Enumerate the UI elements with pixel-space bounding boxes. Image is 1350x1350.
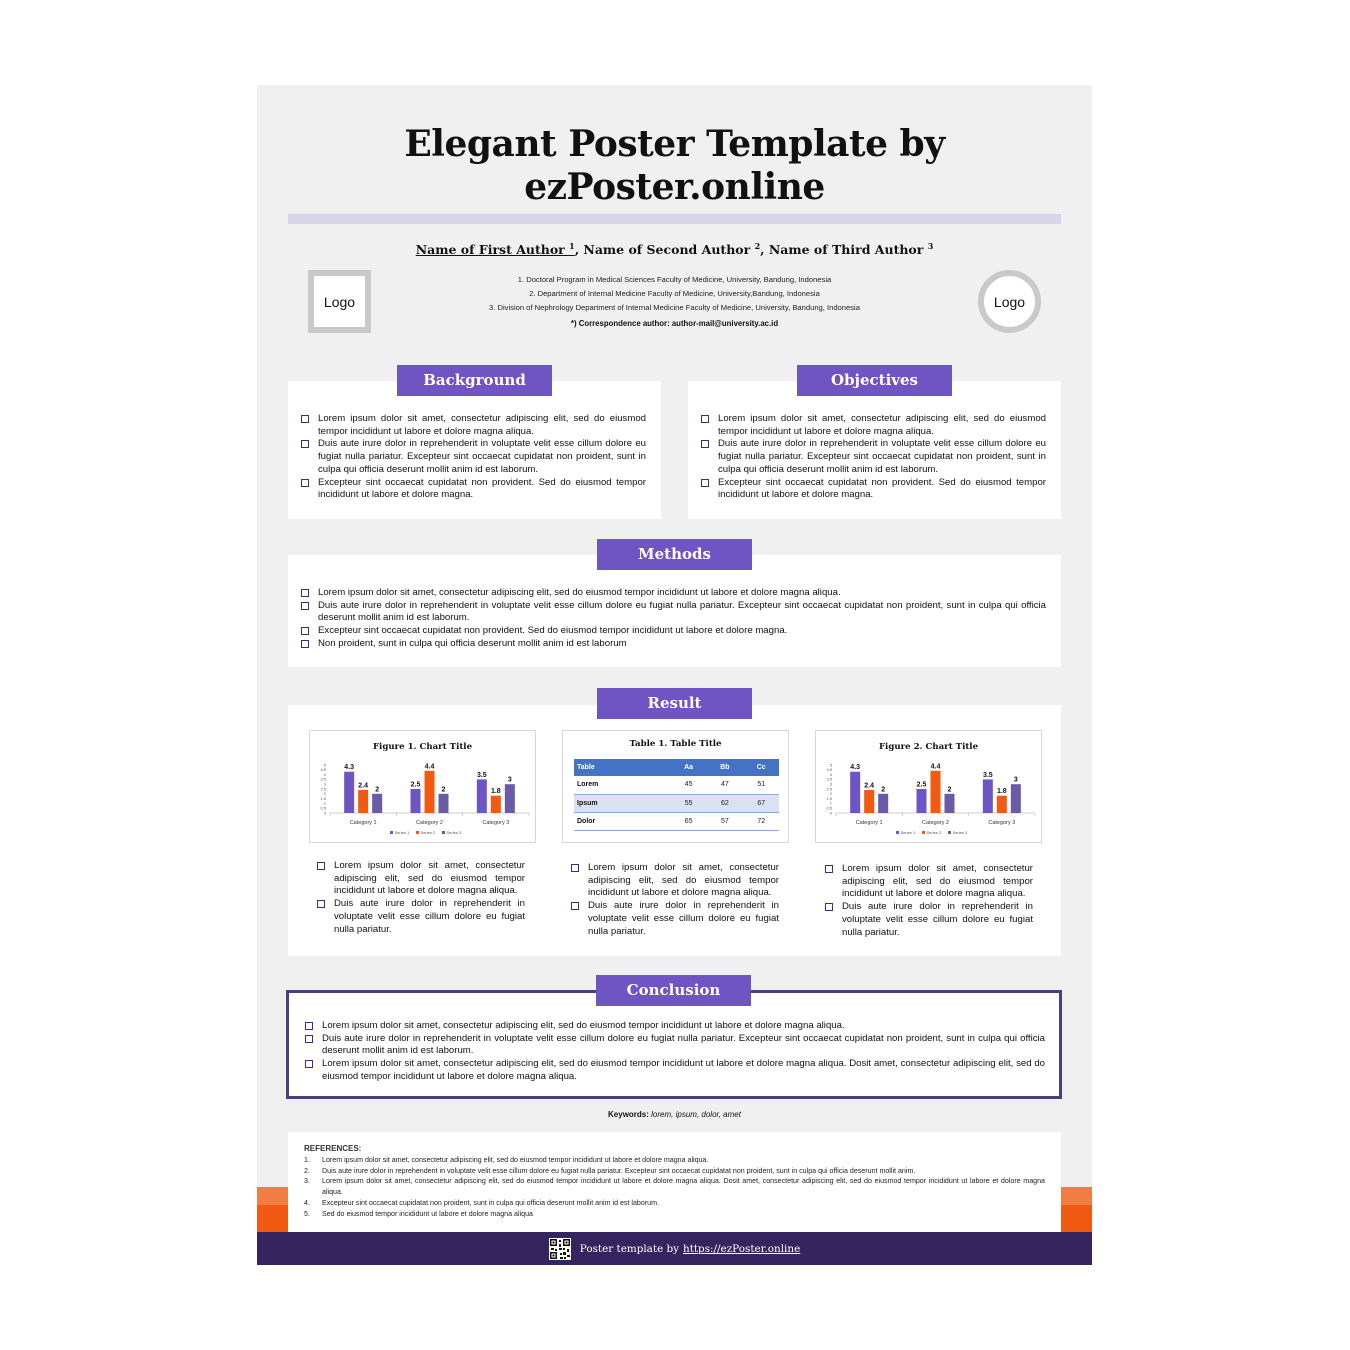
y-tick-label: 0.5 [826,805,832,811]
reference-item: 2. Duis aute irure dolor in reprehenderit in voluptate velit esse cillum dolore eu fugiat nulla pariatur. Excepteur sint occaecat cupidatat non proident, sunt in culpa qui officia deserunt mollit anim. [304,1166,916,1175]
logo-left: Logo [308,270,371,333]
x-tick-label: Category 3 [482,820,510,826]
references-list [304,1155,1045,1219]
references-box [288,1132,1061,1232]
table-cell: 67 [743,794,779,812]
background-header: Background [397,365,552,396]
reference-item: 3. Lorem ipsum dolor sit amet, consectetur adipiscing elit, sed do eiusmod tempor incididunt ut labore et dolore magna aliqua. Dosit amet, consectetur adipiscing elit, sed do eiusmod tempor incididunt ut labore et dolore magna aliqua. [304,1177,1045,1197]
data-label: 1.8 [490,788,501,796]
legend-label: Series 1 [900,830,916,835]
table-cell: 55 [671,794,707,812]
table-cell: 65 [671,812,707,830]
list-item: Duis aute irure dolor in reprehenderit in voluptate velit esse cillum dolore eu fugiat nulla pariatur. Excepteur sint occaecat cupidatat non proident, sunt in culpa qui officia deserunt mollit anim id est laborum. [700,438,1046,476]
third-author: , Name of Third Author [760,242,928,258]
list-item: Excepteur sint occaecat cupidatat non provident. Sed do eiusmod tempor incididunt ut labore et dolore magna. [300,625,1046,638]
affiliation-1: 1. Doctoral Program in Medical Sciences Faculty of Medicine, University, Bandung, Indonesia [517,275,832,284]
data-label: 3 [1013,776,1018,784]
x-tick-label: Category 1 [349,820,377,826]
x-tick-label: Category 2 [416,820,443,826]
bar [344,772,354,813]
figure-1-panel [309,730,536,843]
bar [1011,784,1021,813]
list-item: Lorem ipsum dolor sit amet, consectetur adipiscing elit, sed do eiusmod tempor incididunt ut labore et dolore magna aliqua. [304,1020,1045,1033]
legend-label: Series 3 [446,830,462,835]
y-tick-label: 2 [323,791,326,797]
list-item: Lorem ipsum dolor sit amet, consectetur adipiscing elit, sed do eiusmod tempor incididunt ut labore et dolore magna aliqua. [300,587,1046,600]
y-tick-label: 0 [323,810,326,816]
affiliation-3: 3. Division of Nephrology Department of Internal Medicine Faculty of Medicine, University, Bandung, Indonesia [489,303,860,312]
bar [439,794,449,813]
list-item: Duis aute irure dolor in reprehenderit in voluptate velit esse cillum dolore eu fugiat nulla pariatur. [824,901,1033,939]
x-tick-label: Category 1 [855,820,883,826]
table-cell: 51 [743,776,779,794]
table-header-cell: Cc [743,759,779,776]
list-item: Lorem ipsum dolor sit amet, consectetur adipiscing elit, sed do eiusmod tempor incididunt ut labore et dolore magna aliqua. [700,413,1046,438]
title-divider [288,214,1061,224]
legend-label: Series 2 [420,830,436,835]
legend-label: Series 1 [394,830,410,835]
result-table [574,759,779,831]
title-line-1: Elegant Poster Template by [404,123,945,165]
y-tick-label: 2 [829,791,832,797]
bar [477,779,487,813]
data-label: 4.4 [930,763,941,771]
author-line: Name of First Author $^1$, Name of Second Author $^2$, Name of Third Author $^3$ [415,241,934,258]
data-label: 2 [947,786,952,794]
list-item: Duis aute irure dolor in reprehenderit in voluptate velit esse cillum dolore eu fugiat nulla pariatur. Excepteur sint occaecat cupidatat non proident, sunt in culpa qui officia deserunt mollit anim id est laborum. [300,600,1046,625]
keywords-value: lorem, ipsum, dolor, amet [651,1110,741,1119]
y-tick-label: 3.5 [826,776,832,782]
table-cell: 45 [671,776,707,794]
keywords [257,1110,1092,1119]
poster-title [257,123,1092,209]
bar [864,790,874,813]
y-tick-label: 5 [829,762,832,768]
list-item: Duis aute irure dolor in reprehenderit in voluptate velit esse cillum dolore eu fugiat nulla pariatur. Excepteur sint occaecat cupidatat non proident, sunt in culpa qui officia deserunt mollit anim id est laborum. [300,438,646,476]
bar [878,794,888,813]
result-header: Result [597,688,752,719]
list-item: Duis aute irure dolor in reprehenderit in voluptate velit esse cillum dolore eu fugiat nulla pariatur. [570,900,779,938]
affiliation-2: 2. Department of Internal Medicine Faculty of Medicine, University,Bandung, Indonesia [529,289,820,298]
keywords-label: Keywords: [608,1110,649,1119]
reference-item: 1. Lorem ipsum dolor sit amet, consectetur adipiscing elit, sed do eiusmod tempor incididunt ut labore et dolore magna aliqua. [304,1156,709,1164]
bar [850,772,860,813]
table-1-title: Table 1. Table Title [629,739,722,749]
data-label: 2.5 [410,781,421,789]
y-tick-label: 1.5 [826,795,832,801]
table-cell: Lorem [574,776,671,794]
bar [372,794,382,813]
table-row [574,812,779,830]
list-item: Excepteur sint occaecat cupidatat non provident. Sed do eiusmod tempor incididunt ut labore et dolore magna. [700,477,1046,502]
list-item: Duis aute irure dolor in reprehenderit in voluptate velit esse cillum dolore eu fugiat nulla pariatur. Excepteur sint occaecat cupidatat non proident, sunt in culpa qui officia deserunt mollit anim id est laborum. [304,1033,1045,1058]
reference-item: 4. Excepteur sint occaecat cupidatat non proident, sunt in culpa qui officia deserunt mollit anim id est laborum. [304,1198,660,1207]
footer-text: Poster template by [579,1242,680,1255]
objectives-header: Objectives [797,365,952,396]
data-label: 2 [375,786,380,794]
data-label: 4.4 [424,763,435,771]
y-tick-label: 4 [323,771,326,777]
list-item: Lorem ipsum dolor sit amet, consectetur adipiscing elit, sed do eiusmod tempor incididunt ut labore et dolore magna aliqua. [316,860,525,898]
bar [983,779,993,813]
table-cell: Dolor [574,812,671,830]
data-label: 2.5 [916,781,927,789]
data-label: 2.4 [864,782,875,790]
table-header-cell: Bb [706,759,743,776]
table-cell: 57 [706,812,743,830]
footer-link[interactable]: https://ezPoster.online [683,1242,801,1255]
legend-swatch [416,831,419,834]
y-tick-label: 4.5 [320,767,326,773]
y-tick-label: 3.5 [320,776,326,782]
legend-swatch [390,831,393,834]
bar [425,771,435,813]
legend-swatch [896,831,899,834]
title-line-2: ezPoster.online [524,166,825,208]
bar [491,796,501,813]
figure-1-title: Figure 1. Chart Title [372,742,473,752]
data-label: 3.5 [476,771,487,779]
x-tick-label: Category 2 [922,820,949,826]
list-item: Excepteur sint occaecat cupidatat non provident. Sed do eiusmod tempor incididunt ut labore et dolore magna. [300,477,646,502]
figure-2-title: Figure 2. Chart Title [878,742,979,752]
y-tick-label: 3 [323,781,326,787]
bar [945,794,955,813]
references-title: REFERENCES: [304,1144,362,1153]
table-1-panel [562,730,789,843]
data-label: 4.3 [344,764,355,772]
legend-label: Series 3 [952,830,968,835]
conclusion-list [304,1020,1045,1084]
data-label: 4.3 [850,764,861,772]
result-list-1 [316,860,525,936]
methods-box [288,555,1061,667]
bar [505,784,515,813]
list-item: Duis aute irure dolor in reprehenderit in voluptate velit esse cillum dolore eu fugiat nulla pariatur. [316,898,525,936]
list-item: Non proident, sunt in culpa qui officia deserunt mollit anim id est laborum [300,638,1046,651]
conclusion-header: Conclusion [596,975,751,1006]
result-list-2 [570,862,779,938]
data-label: 2 [881,786,886,794]
qr-code-icon [549,1238,571,1260]
x-tick-label: Category 3 [988,820,1016,826]
background-box [288,381,661,519]
y-tick-label: 4 [829,771,832,777]
methods-list [300,587,1046,651]
data-label: 2.4 [358,782,369,790]
data-label: 1.8 [996,788,1007,796]
poster [257,85,1092,1265]
bar [931,771,941,813]
table-header-cell: Aa [671,759,707,776]
figure-1-chart [310,753,537,843]
table-row [574,776,779,794]
y-tick-label: 2.5 [826,786,832,792]
result-list-3 [824,863,1033,939]
bar [917,789,927,813]
y-tick-label: 0 [829,810,832,816]
list-item: Lorem ipsum dolor sit amet, consectetur adipiscing elit, sed do eiusmod tempor incididunt ut labore et dolore magna aliqua. [300,413,646,438]
reference-item: 5. Sed do eiusmod tempor incididunt ut labore et dolore magna aliqua [304,1209,533,1218]
legend-label: Series 2 [926,830,942,835]
figure-2-chart [816,753,1043,843]
legend-swatch [948,831,951,834]
legend-swatch [922,831,925,834]
y-tick-label: 3 [829,781,832,787]
background-list [300,413,646,502]
list-item: Lorem ipsum dolor sit amet, consectetur adipiscing elit, sed do eiusmod tempor incididunt ut labore et dolore magna aliqua. Dosit amet, consectetur adipiscing elit, sed do eiusmod tempor incididunt ut labore et dolore magna aliqua. [304,1058,1045,1083]
y-tick-label: 2.5 [320,786,326,792]
y-tick-label: 1.5 [320,795,326,801]
table-cell: 62 [706,794,743,812]
bar [358,790,368,813]
table-header-cell: Table [574,759,671,776]
bar [997,796,1007,813]
logo-right: Logo [978,270,1041,333]
legend-swatch [442,831,445,834]
table-row [574,794,779,812]
table-cell: 47 [706,776,743,794]
bar [411,789,421,813]
y-tick-label: 4.5 [826,767,832,773]
correspondence: *) Correspondence author: author-mail@university.ac.id [570,319,779,328]
list-item: Lorem ipsum dolor sit amet, consectetur adipiscing elit, sed do eiusmod tempor incididunt ut labore et dolore magna aliqua. [570,862,779,900]
second-author: , Name of Second Author [574,242,755,258]
figure-2-panel [815,730,1042,843]
footer-bar [257,1232,1092,1265]
y-tick-label: 0.5 [320,805,326,811]
data-label: 2 [441,786,446,794]
table-cell: 72 [743,812,779,830]
methods-header: Methods [597,539,752,570]
objectives-box [688,381,1061,519]
objectives-list [700,413,1046,502]
data-label: 3 [507,776,512,784]
y-tick-label: 1 [829,800,832,806]
list-item: Lorem ipsum dolor sit amet, consectetur adipiscing elit, sed do eiusmod tempor incididunt ut labore et dolore magna aliqua. [824,863,1033,901]
first-author: Name of First Author $^1$ [415,241,575,258]
conclusion-box [286,990,1062,1099]
affiliations [407,273,942,315]
data-label: 3.5 [982,771,993,779]
y-tick-label: 5 [323,762,326,768]
table-cell: Ipsum [574,794,671,812]
y-tick-label: 1 [323,800,326,806]
